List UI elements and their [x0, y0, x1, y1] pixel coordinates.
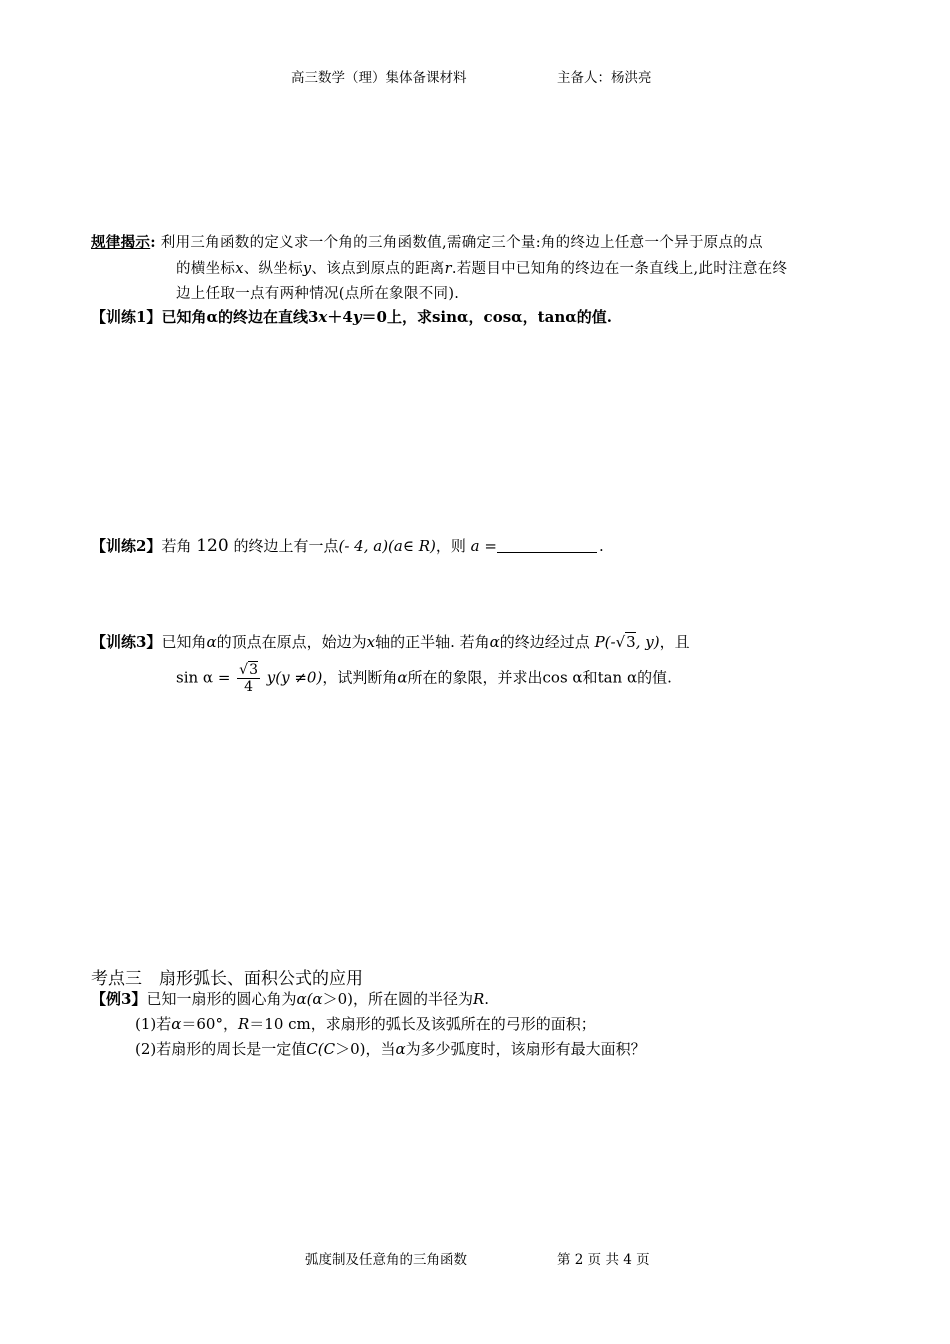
train3-text-i: 的值. [637, 668, 672, 687]
train2-point: (- 4, a)(a∈ R) [338, 537, 436, 555]
train1-text-a: 已知角α的终边在直线3 [161, 308, 319, 326]
rule-line-1 [91, 231, 763, 252]
train3-point-pre: P(- [594, 633, 616, 651]
train2-tag: 【训练2】 [91, 537, 162, 555]
train3-text-d: 的终边经过点 [499, 633, 590, 651]
rule-line-3: 边上任取一点有两种情况(点所在象限不同). [176, 286, 460, 302]
rule-label: 规律揭示 [91, 234, 151, 251]
train2-answer-blank [497, 538, 597, 553]
rule-text-2a: 的横坐标 [176, 261, 236, 277]
train3-text-h: 和 [582, 668, 598, 687]
q2-alpha: α [395, 1040, 406, 1058]
train3-text-c: 轴的正半轴. 若角 [375, 633, 490, 651]
rule-line-2 [176, 257, 787, 278]
q2-text-a: (2)若扇形的周长是一定值 [135, 1040, 307, 1058]
header-preparer: 主备人：杨洪亮 [557, 70, 652, 86]
example3-end: . [484, 990, 490, 1008]
q2-C: C(C [306, 1040, 336, 1058]
example3-intro [91, 988, 489, 1009]
train3-alpha-1: α [206, 633, 217, 651]
train3-text-b: 的顶点在原点，始边为 [216, 633, 367, 651]
rule-var-r: r [444, 261, 452, 277]
example3-text-b: ＞0)，所在圆的半径为 [322, 990, 473, 1008]
train3-text-e: ，且 [659, 633, 690, 651]
train3-point-sqrt: 3 [626, 633, 636, 651]
q1-alpha: α [171, 1015, 182, 1033]
example3-text-a: 已知一扇形的圆心角为 [146, 990, 297, 1008]
train3-text-f: ，试判断角 [322, 668, 398, 687]
rule-colon: : [150, 234, 156, 251]
train2-line [91, 535, 604, 556]
train3-tag: 【训练3】 [91, 633, 162, 651]
footer-page-number: 第 2 页 共 4 页 [557, 1252, 650, 1268]
train2-text-c: ，则 [435, 537, 466, 555]
train2-text-b: 的终边上有一点 [233, 537, 339, 555]
train3-line-2 [176, 662, 672, 695]
example3-tag: 【例3】 [91, 990, 147, 1008]
train1-text-b: ＋4 [327, 308, 353, 326]
train2-var-a: a = [470, 537, 497, 555]
train3-alpha-2: α [489, 633, 500, 651]
example3-R: R [472, 990, 485, 1008]
train3-tan: tan α [597, 668, 638, 687]
train3-condition: y(y ≠0) [266, 668, 323, 687]
rule-text-2d: .若题目中已知角的终边在一条直线上,此时注意在终 [451, 261, 788, 277]
train3-line-1: 【训练3】已知角α的顶点在原点，始边为x轴的正半轴. 若角α的终边经过点 P(-√3, y)，且 [91, 633, 690, 651]
q1-R: R [237, 1015, 250, 1033]
train3-point-post: , y) [635, 633, 660, 651]
train1-var-y: y [352, 308, 362, 326]
train3-cos: cos α [542, 668, 583, 687]
train3-var-x: x [366, 633, 376, 651]
header-course: 高三数学（理）集体备课材料 [291, 70, 467, 86]
q2-text-b: ＞0)，当 [335, 1040, 396, 1058]
numerator-sqrt: 3 [249, 662, 259, 678]
rule-var-x: x [235, 261, 244, 277]
train3-alpha-3: α [397, 668, 408, 687]
rule-var-y: y [302, 261, 312, 277]
train1-var-x: x [318, 308, 328, 326]
fraction-denominator: 4 [244, 679, 254, 695]
section-3-title: 考点三 扇形弧长、面积公式的应用 [91, 969, 363, 989]
q2-text-c: 为多少弧度时，该扇形有最大面积？ [405, 1040, 646, 1058]
footer-title: 弧度制及任意角的三角函数 [305, 1252, 467, 1268]
train3-text-g: 所在的象限，并求出 [407, 668, 543, 687]
rule-text-1: 利用三角函数的定义求一个角的三角函数值,需确定三个量:角的终边上任意一个异于原点的点 [160, 235, 763, 251]
fraction-numerator: √3 [239, 662, 259, 678]
train2-angle: 120 [196, 536, 229, 556]
train2-text-a: 若角 [161, 537, 192, 555]
example3-q1 [135, 1013, 596, 1034]
train1-line [91, 306, 612, 327]
train1-text-c: ＝0上，求sinα，cosα，tanα的值. [361, 308, 613, 326]
q1-text-b: ＝60°， [181, 1015, 238, 1033]
train3-fraction [237, 662, 260, 695]
train3-sin: sin α = [176, 668, 231, 687]
train3-text-a: 已知角 [161, 633, 207, 651]
rule-text-2c: 、该点到原点的距离 [311, 261, 445, 277]
q1-text-a: (1)若 [135, 1015, 172, 1033]
example3-alpha: α(α [296, 990, 323, 1008]
q1-text-c: ＝10 cm，求扇形的弧长及该弧所在的弓形的面积； [249, 1015, 596, 1033]
rule-text-2b: 、纵坐标 [243, 261, 303, 277]
train1-tag: 【训练1】 [91, 308, 162, 326]
example3-q2 [135, 1038, 646, 1059]
train2-end: . [598, 537, 604, 555]
